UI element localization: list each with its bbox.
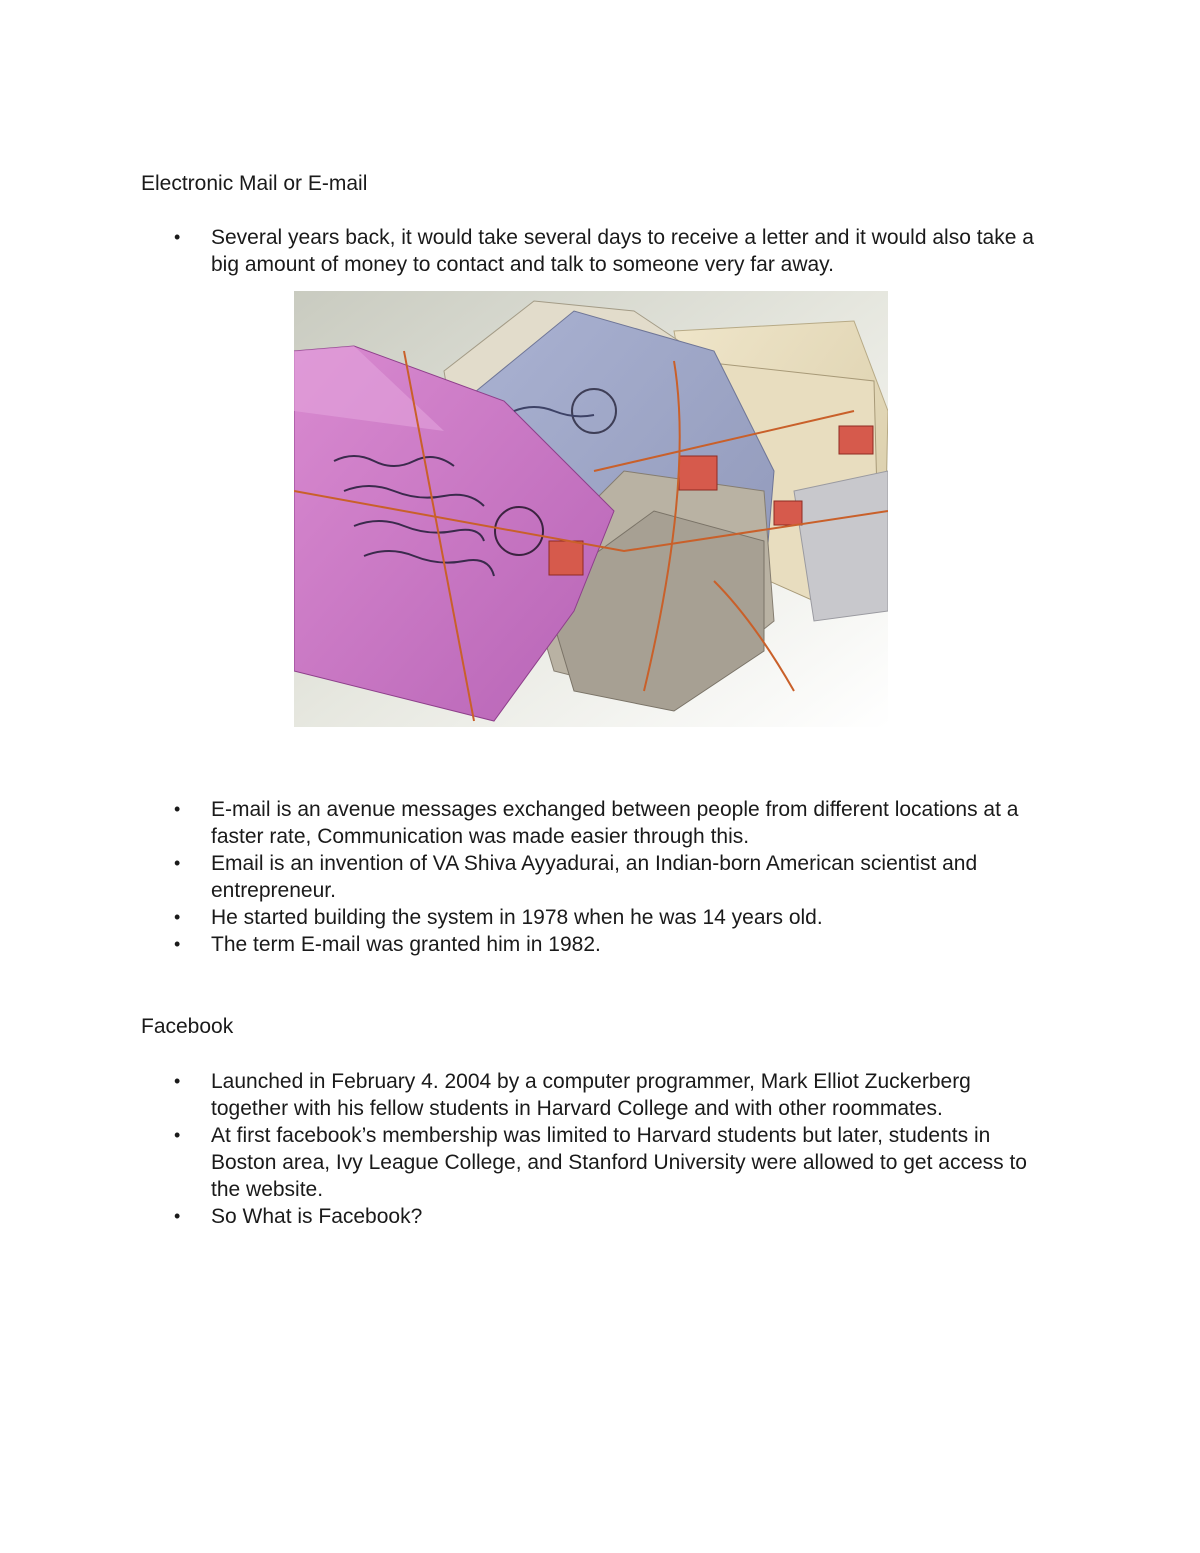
heading-email: Electronic Mail or E-mail [141,172,368,195]
email-intro-list [0,224,1200,278]
list-item-text: So What is Facebook? [211,1205,423,1228]
list-item-text: Launched in February 4. 2004 by a computer programmer, Mark Elliot Zuckerberg together with his fellow students in Harvard College and with other roommates. [211,1070,971,1120]
bullet-icon: • [174,227,181,247]
list-item [0,1203,1041,1230]
email-facts-list [0,796,1200,958]
bullet-icon: • [174,1071,181,1091]
bullet-icon: • [174,853,181,873]
list-item-text: E-mail is an avenue messages exchanged between people from different locations at a faster rate, Communication was made easier through this. [211,798,1019,848]
list-item [0,1068,1041,1122]
facebook-facts-list [0,1068,1200,1230]
list-item [0,796,1041,850]
list-item-text: Email is an invention of VA Shiva Ayyadurai, an Indian-born American scientist and entrepreneur. [211,852,978,902]
bullet-icon: • [174,1206,181,1226]
bullet-icon: • [174,1125,181,1145]
list-item-text: The term E-mail was granted him in 1982. [211,933,601,956]
bullet-icon: • [174,799,181,819]
list-item [0,850,1041,904]
bullet-icon: • [174,934,181,954]
bundled-letters-photo [294,291,888,727]
list-item-text: Several years back, it would take several days to receive a letter and it would also take a big amount of money to contact and talk to someone very far away. [211,226,1034,276]
list-item [0,224,1041,278]
heading-facebook: Facebook [141,1015,234,1038]
list-item [0,1122,1041,1203]
bullet-icon: • [174,907,181,927]
list-item [0,904,1041,931]
list-item [0,931,1041,958]
list-item-text: At first facebook’s membership was limited to Harvard students but later, students in Boston area, Ivy League College, and Stanford University were allowed to get access to the website. [211,1124,1027,1201]
list-item-text: He started building the system in 1978 when he was 14 years old. [211,906,823,929]
